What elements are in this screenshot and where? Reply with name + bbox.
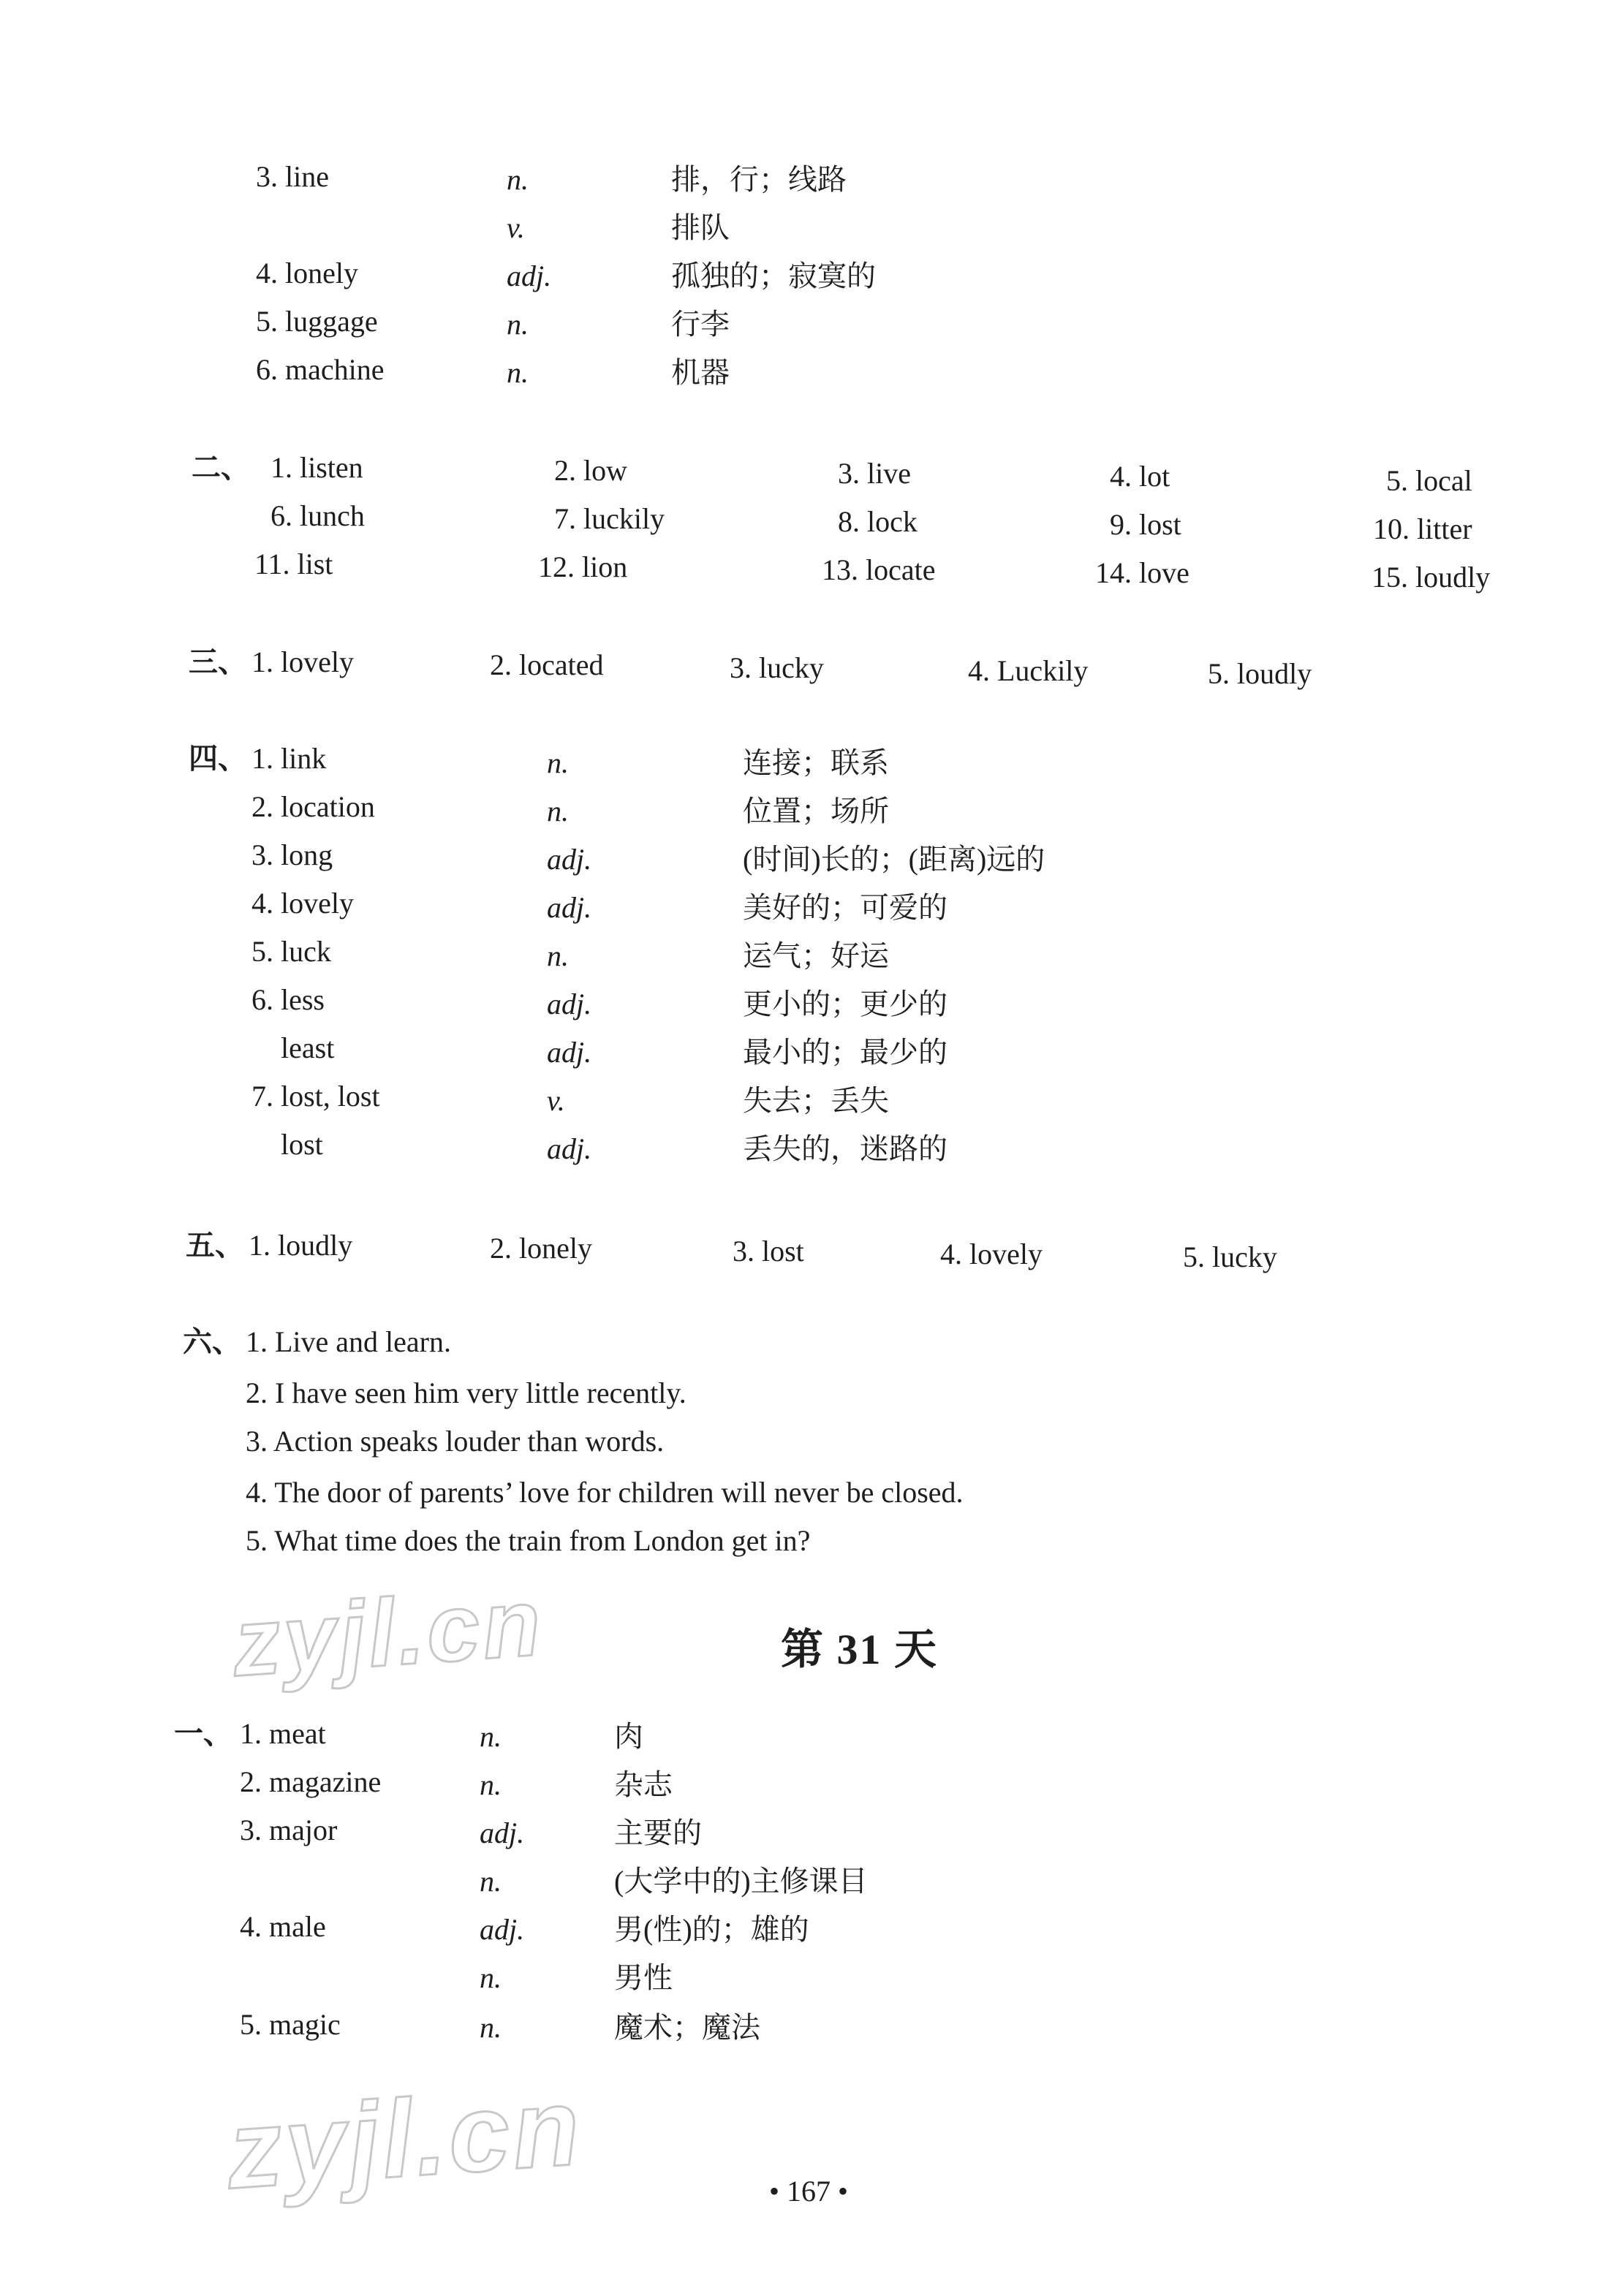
answer-item: 3. lucky — [730, 651, 824, 684]
vocab-pos: v. — [547, 1084, 565, 1117]
vocab-word: 3. major — [240, 1814, 338, 1846]
top-word: 3. line — [256, 160, 329, 193]
vocab-word: 4. lovely — [251, 887, 354, 920]
vocab-word: 3. long — [251, 838, 333, 871]
answer-item: 5. lucky — [1183, 1240, 1277, 1273]
section-label: 四、 — [189, 742, 247, 775]
vocab-word: 5. luck — [251, 935, 331, 968]
vocab-pos: n. — [480, 1720, 502, 1753]
top-pos: n. — [507, 308, 529, 341]
top-meaning: 排队 — [671, 211, 730, 244]
answer-item: 3. lost — [733, 1235, 804, 1268]
page-title: 第 31 天 — [781, 1626, 939, 1673]
vocab-meaning: 运气；好运 — [743, 939, 889, 972]
vocab-word: 2. magazine — [240, 1765, 382, 1798]
vocab-meaning: 男性 — [614, 1961, 673, 1994]
vocab-pos: n. — [480, 1865, 502, 1898]
answer-item: 6. lunch — [271, 499, 365, 532]
vocab-word: 7. lost, lost — [251, 1080, 380, 1113]
vocab-word: 5. magic — [240, 2008, 341, 2041]
vocab-meaning: (大学中的)主修课目 — [614, 1865, 868, 1898]
vocab-meaning: 男(性)的；雄的 — [614, 1913, 809, 1946]
answer-item: 5. local — [1386, 464, 1472, 497]
answer-item: 7. luckily — [554, 502, 665, 535]
answer-item: 14. love — [1095, 556, 1189, 589]
vocab-meaning: 连接；联系 — [743, 746, 889, 779]
answer-item: 2. located — [490, 648, 604, 681]
answer-item: 5. loudly — [1208, 657, 1312, 690]
answer-item: 2. low — [554, 454, 627, 487]
vocab-word: 1. meat — [240, 1717, 326, 1750]
answer-item: 4. lovely — [940, 1238, 1043, 1270]
vocab-meaning: (时间)长的；(距离)远的 — [743, 843, 1045, 876]
vocab-meaning: 更小的；更少的 — [743, 988, 947, 1020]
answer-item: 1. loudly — [249, 1229, 353, 1262]
vocab-pos: n. — [480, 2011, 502, 2044]
vocab-meaning: 魔术；魔法 — [614, 2011, 760, 2044]
vocab-meaning: 美好的；可爱的 — [743, 891, 947, 924]
answer-item: 1. listen — [271, 451, 363, 484]
top-word: 5. luggage — [256, 305, 378, 338]
vocab-word: 1. link — [251, 742, 327, 775]
section-label: 一、 — [174, 1717, 232, 1750]
vocab-meaning: 主要的 — [614, 1816, 702, 1849]
answer-item: 13. locate — [822, 553, 936, 586]
answer-item: 2. lonely — [490, 1232, 592, 1265]
answer-item: 15. loudly — [1372, 561, 1491, 594]
sentence: 3. Action speaks louder than words. — [246, 1425, 665, 1458]
vocab-word: 4. male — [240, 1910, 326, 1943]
section-label: 三、 — [189, 645, 247, 678]
answer-item: 3. live — [838, 457, 911, 490]
answer-item: 11. list — [254, 548, 333, 580]
vocab-word: lost — [281, 1128, 323, 1161]
top-meaning: 机器 — [671, 356, 730, 389]
vocab-word: 6. less — [251, 983, 325, 1016]
vocab-word: 2. location — [251, 790, 375, 823]
vocab-meaning: 失去；丢失 — [743, 1084, 889, 1117]
vocab-pos: n. — [547, 795, 569, 827]
vocab-pos: adj. — [547, 1132, 592, 1165]
vocab-pos: n. — [547, 939, 569, 972]
vocab-pos: adj. — [547, 1036, 592, 1069]
vocab-pos: adj. — [547, 891, 592, 924]
top-word: 6. machine — [256, 353, 385, 386]
vocab-pos: adj. — [547, 843, 592, 876]
sentence: 5. What time does the train from London get in? — [246, 1524, 811, 1557]
answer-item: 1. lovely — [251, 645, 354, 678]
answer-item: 4. Luckily — [968, 654, 1089, 687]
answer-item: 10. litter — [1373, 512, 1472, 545]
top-pos: n. — [507, 356, 529, 389]
section-label: 二、 — [192, 451, 250, 484]
vocab-meaning: 丢失的，迷路的 — [743, 1132, 947, 1165]
sentence: 4. The door of parents’ love for children will never be closed. — [246, 1476, 964, 1509]
top-meaning: 排，行；线路 — [671, 163, 847, 196]
vocab-pos: n. — [480, 1961, 502, 1994]
answer-item: 9. lost — [1110, 508, 1181, 541]
vocab-pos: adj. — [480, 1913, 525, 1946]
vocab-meaning: 最小的；最少的 — [743, 1036, 947, 1069]
top-pos: n. — [507, 163, 529, 196]
watermark-logo: zyjl.cn — [229, 1568, 547, 1697]
vocab-pos: n. — [547, 746, 569, 779]
sentence: 1. Live and learn. — [246, 1325, 451, 1358]
vocab-meaning: 杂志 — [614, 1768, 673, 1801]
vocab-word: least — [281, 1031, 335, 1064]
vocab-pos: adj. — [547, 988, 592, 1020]
section-label: 五、 — [186, 1229, 244, 1262]
top-meaning: 行李 — [671, 308, 730, 341]
top-word: 4. lonely — [256, 257, 358, 289]
sentence: 2. I have seen him very little recently. — [246, 1376, 686, 1409]
vocab-pos: adj. — [480, 1816, 525, 1849]
vocab-meaning: 位置；场所 — [743, 795, 889, 827]
watermark-logo: zyjl.cn — [222, 2064, 586, 2212]
answer-item: 12. lion — [538, 550, 628, 583]
section-label: 六、 — [183, 1325, 241, 1358]
top-pos: v. — [507, 211, 525, 244]
page-number: • 167 • — [769, 2175, 849, 2208]
answer-item: 4. lot — [1110, 460, 1170, 493]
top-pos: adj. — [507, 259, 552, 292]
vocab-meaning: 肉 — [614, 1720, 643, 1753]
vocab-pos: n. — [480, 1768, 502, 1801]
answer-item: 8. lock — [838, 505, 918, 538]
top-meaning: 孤独的；寂寞的 — [671, 259, 876, 292]
